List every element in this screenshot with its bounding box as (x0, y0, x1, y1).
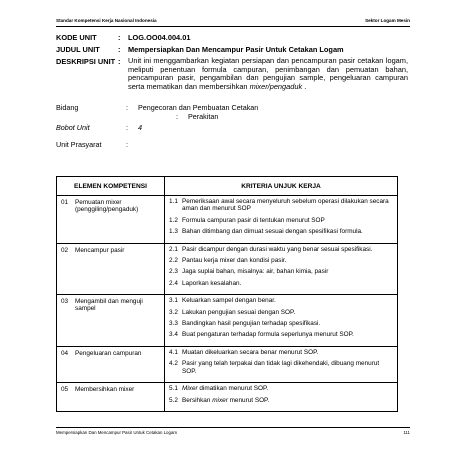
criteria-item: 3.3 Bandingkan hasil pengujian terhadap spesifikasi. (169, 320, 321, 328)
criteria-item: 5.2 Bersihkan mixer menurut SOP. (169, 396, 270, 404)
table-row (57, 295, 398, 347)
header-left: Standar Kompetensi Kerja Nasional Indonesia (56, 18, 157, 23)
table-row (57, 383, 398, 412)
criteria-item: 4.2 Pasir yang telah terpakai dan tidak lagi dikehendaki, dibuang menurut SOP. (169, 360, 380, 375)
bidang-label: Bidang (56, 103, 79, 112)
judul-unit-value: Mempersiapkan Dan Mencampur Pasir Untuk Cetakan Logam (128, 45, 344, 54)
criteria-item: 4.1 Muatan dikeluarkan secara benar menurut SOP. (169, 348, 319, 356)
colon: : (126, 140, 128, 149)
element-name: Mencampur pasir (75, 246, 125, 254)
element-name: Mengambil dan menguji sampel (75, 298, 143, 313)
kode-unit-row (56, 33, 408, 42)
judul-unit-label: JUDUL UNIT (56, 45, 100, 54)
criteria-item: 5.1 Mixer dimatikan menurut SOP. (169, 385, 269, 393)
element-number: 04 (61, 349, 69, 357)
criteria-item: 3.2 Lakukan pengujian sesuai dengan SOP. (169, 308, 296, 316)
prasyarat-label: Unit Prasyarat (56, 140, 102, 149)
criteria-item: 2.3 Jaga suplai bahan, misalnya: air, bahan kimia, pasir (169, 268, 329, 276)
criteria-item: 2.2 Pantau kerja mixer dan kondisi pasir. (169, 257, 287, 265)
bobot-label: Bobot Unit (56, 123, 90, 132)
kode-unit-label: KODE UNIT (56, 33, 97, 42)
criteria-item: 3.1 Keluarkan sampel dengan benar. (169, 297, 276, 305)
colon: : (126, 103, 128, 112)
element-name: Membersihkan mixer (75, 386, 135, 394)
deskripsi-unit-row (56, 57, 408, 91)
page-number: 111 (403, 430, 410, 435)
criteria-item: 1.3 Bahan ditimbang dan dimuat sesuai dengan spesifikasi formula. (169, 228, 363, 236)
colon: : (118, 57, 121, 66)
page-footer (56, 430, 410, 435)
element-number: 05 (61, 386, 69, 394)
elemen-header: ELEMEN KOMPETENSI (57, 177, 165, 196)
table-row (57, 243, 398, 295)
kode-unit-value: LOG.OO04.004.01 (128, 33, 191, 42)
element-number: 03 (61, 298, 69, 306)
kriteria-header: KRITERIA UNJUK KERJA (165, 177, 398, 196)
colon: : (176, 112, 178, 121)
competency-table (56, 176, 398, 412)
deskripsi-unit-value: Unit ini menggambarkan kegiatan persiapan dan pencampuran pasir cetakan logam, meliputi penentuan formula campuran, penimbangan dan pemuatan bahan, pencampuran pasir, pengambilan dan pengujian sample, pengeluaran campuran serta mematikan dan membersihkan mixer/pengaduk . (128, 56, 408, 91)
header-rule (56, 26, 410, 27)
element-name: Pengeluaran campuran (75, 349, 142, 357)
table-header-row (57, 177, 398, 196)
criteria-item: 2.4 Laporkan kesalahan. (169, 279, 242, 287)
element-number: 02 (61, 246, 69, 254)
table-row (57, 346, 398, 382)
colon: : (118, 45, 121, 54)
criteria-item: 1.1 Pemeriksaan awal secara menyeluruh sebelum operasi dilakukan secara aman dan menurut SOP (169, 198, 389, 213)
footer-rule (56, 427, 410, 428)
criteria-item: 2.1 Pasir dicampur dengan durasi waktu yang benar sesuai spesifikasi. (169, 245, 373, 253)
colon: : (118, 33, 121, 42)
bidang-value: Pengecoran dan Pembuatan Cetakan (138, 103, 259, 112)
criteria-item: 1.2 Formula campuran pasir di tentukan menurut SOP (169, 216, 325, 224)
judul-unit-row (56, 45, 408, 54)
footer-title: Mempersiapkan Dan Mencampur Pasir Untuk Cetakan Logam (56, 430, 178, 435)
header-right: Sektor Logam Mesin (365, 18, 410, 23)
colon: : (126, 123, 128, 132)
element-number: 01 (61, 199, 69, 206)
sub-bidang-value: Perakitan (188, 112, 219, 121)
criteria-item: 3.4 Buat pengaturan terhadap formula seperlunya menurut SOP. (169, 331, 354, 339)
bobot-value: 4 (138, 123, 142, 132)
element-name: Pemuatan mixer (penggiling/pengaduk) (75, 199, 139, 213)
table-row (57, 196, 398, 244)
deskripsi-unit-label: DESKRIPSI UNIT (56, 57, 116, 66)
